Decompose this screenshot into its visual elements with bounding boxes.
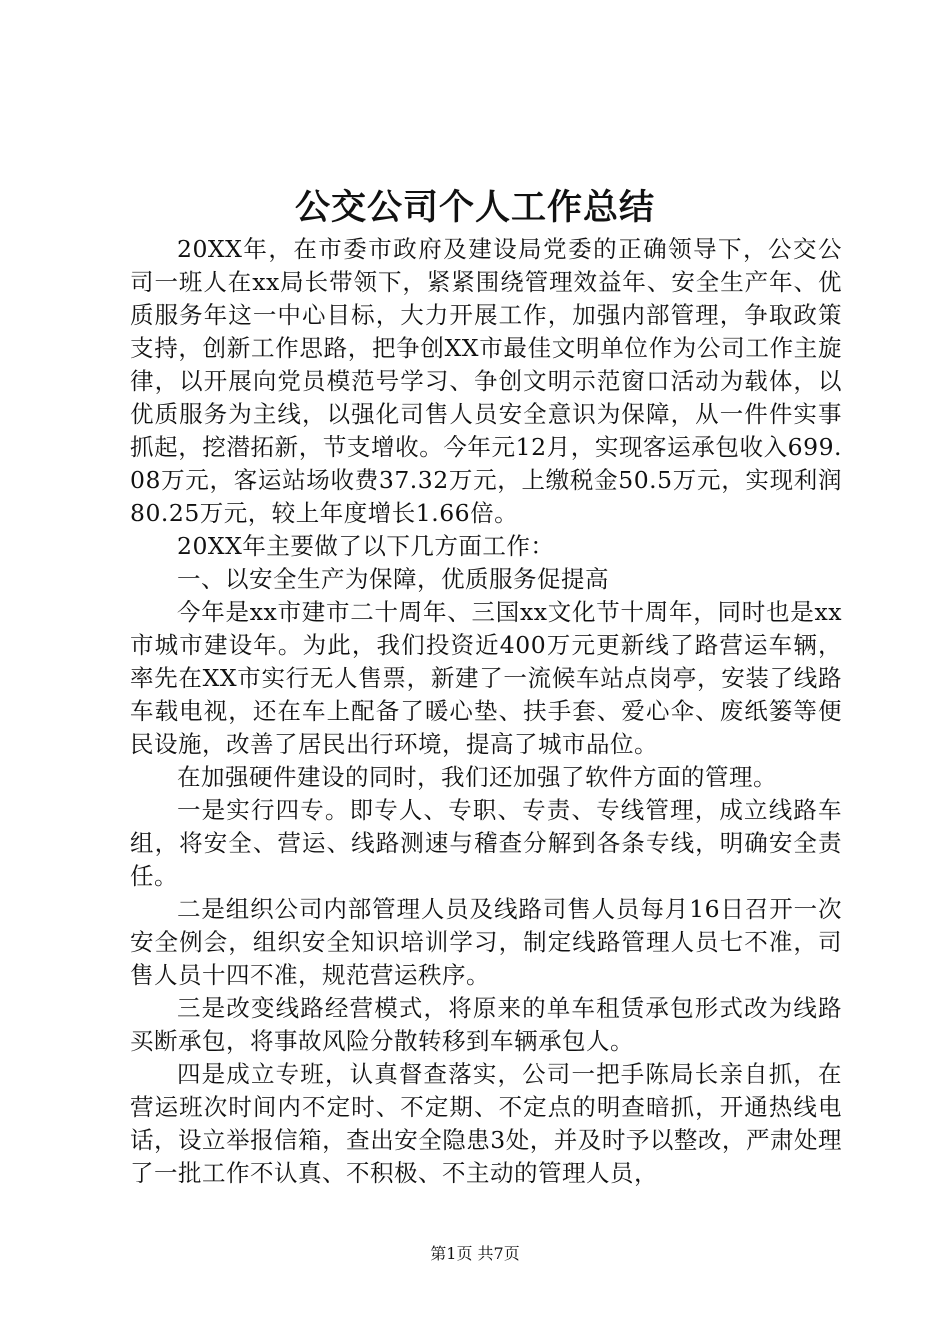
paragraph-point-three: 三是改变线路经营模式，将原来的单车租赁承包形式改为线路买断承包，将事故风险分散转移到车辆承包人。 xyxy=(130,994,842,1055)
paragraph-point-four: 四是成立专班，认真督查落实，公司一把手陈局长亲自抓，在营运班次时间内不定时、不定期、不定点的明查暗抓，开通热线电话，设立举报信箱，查出安全隐患3处，并及时予以整改，严肃处理了一批工作不认真、不积极、不主动的管理人员， xyxy=(130,1060,842,1187)
paragraph-city-construction: 今年是xx市建市二十周年、三国xx文化节十周年，同时也是xx市城市建设年。为此，我们投资近400万元更新线了路营运车辆，率先在XX市实行无人售票，新建了一流候车站点岗亭，安装了线路车载电视，还在车上配备了暖心垫、扶手套、爱心伞、废纸篓等便民设施，改善了居民出行环境，提高了城市品位。 xyxy=(130,598,842,758)
paragraph-software-management: 在加强硬件建设的同时，我们还加强了软件方面的管理。 xyxy=(177,763,777,791)
paragraph-intro: 20XX年，在市委市政府及建设局党委的正确领导下，公交公司一班人在xx局长带领下，紧紧围绕管理效益年、安全生产年、优质服务年这一中心目标，大力开展工作，加强内部管理，争取政策支持，创新工作思路，把争创XX市最佳文明单位作为公司工作主旋律，以开展向党员模范号学习、争创文明示范窗口活动为载体，以优质服务为主线，以强化司售人员安全意识为保障，从一件件实事抓起，挖潜拓新，节支增收。今年元12月，实现客运承包收入699.08万元，客运站场收费37.32万元，上缴税金50.5万元，实现利润80.25万元，较上年度增长1.66倍。 xyxy=(130,235,842,527)
paragraph-point-two: 二是组织公司内部管理人员及线路司售人员每月16日召开一次安全例会，组织安全知识培训学习，制定线路管理人员七不准，司售人员十四不准，规范营运秩序。 xyxy=(130,895,842,989)
section-heading-safety: 一、以安全生产为保障，优质服务促提高 xyxy=(177,565,609,593)
page-number-footer: 第1页 共7页 xyxy=(430,1244,520,1263)
paragraph-work-overview: 20XX年主要做了以下几方面工作： xyxy=(177,532,555,560)
paragraph-point-one: 一是实行四专。即专人、专职、专责、专线管理，成立线路车组，将安全、营运、线路测速与稽查分解到各条专线，明确安全责任。 xyxy=(130,796,842,890)
document-body xyxy=(130,233,842,1190)
document-title: 公交公司个人工作总结 xyxy=(294,187,655,228)
